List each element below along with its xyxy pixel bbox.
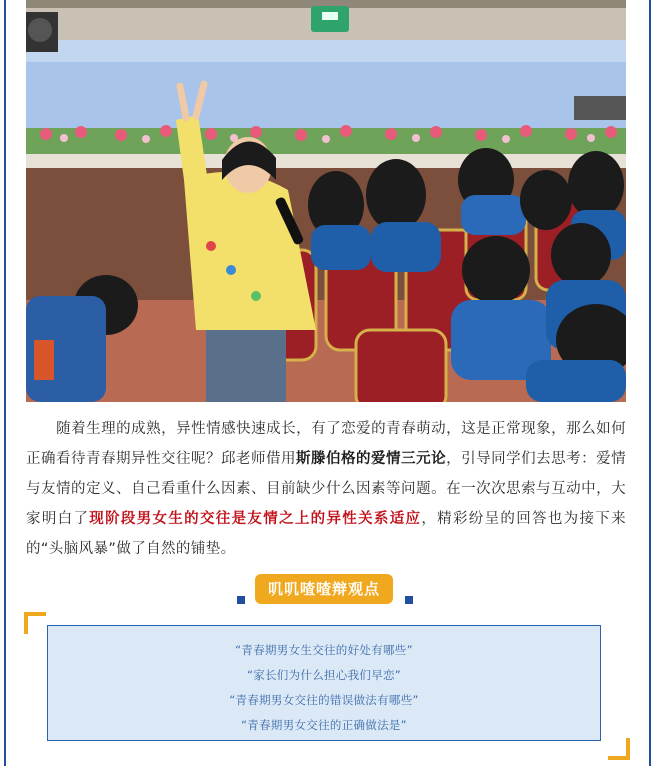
photo-illustration xyxy=(26,0,626,402)
question-item: “青春期男女交往的正确做法是” xyxy=(241,718,407,732)
speaker-right xyxy=(574,96,626,120)
highlight-conclusion: 现阶段男女生的交往是友情之上的异性关系适应 xyxy=(89,511,422,527)
highlight-theory: 斯滕伯格的爱情三元论 xyxy=(296,451,447,467)
question-item: “青春期男女生交往的好处有哪些” xyxy=(235,643,413,657)
paragraph-text-2: ，引导同学们去思考：爱情与友情的定义、自己看重什么因素、目前缺少什么因素等问题。在一次次思索与互动中，大家明白了 xyxy=(26,451,627,527)
question-box xyxy=(47,625,601,741)
corner-bracket-top-left xyxy=(24,612,46,634)
question-item: “家长们为什么担心我们早恋” xyxy=(246,668,402,682)
title-dot-right xyxy=(405,596,413,604)
title-dot-left xyxy=(237,596,245,604)
corner-bracket-bottom-right xyxy=(608,738,630,760)
article-paragraph xyxy=(26,414,626,564)
question-item: “青春期男女交往的错误做法有哪些” xyxy=(229,693,419,707)
section-header xyxy=(0,572,654,606)
paragraph-text-3: ，精彩纷呈的回答也为接下来的“头脑风暴”做了自然的铺垫。 xyxy=(26,511,626,557)
page-frame-right xyxy=(649,0,651,766)
paragraph-text-1: 随着生理的成熟，异性情感快速成长，有了恋爱的青春萌动，这是正常现象，那么如何正确看待青春期异性交往呢？邱老师借用 xyxy=(26,421,626,467)
section-title: 叽叽喳喳辩观点 xyxy=(255,574,393,604)
page-frame-left xyxy=(4,0,6,766)
classroom-photo xyxy=(26,0,626,402)
